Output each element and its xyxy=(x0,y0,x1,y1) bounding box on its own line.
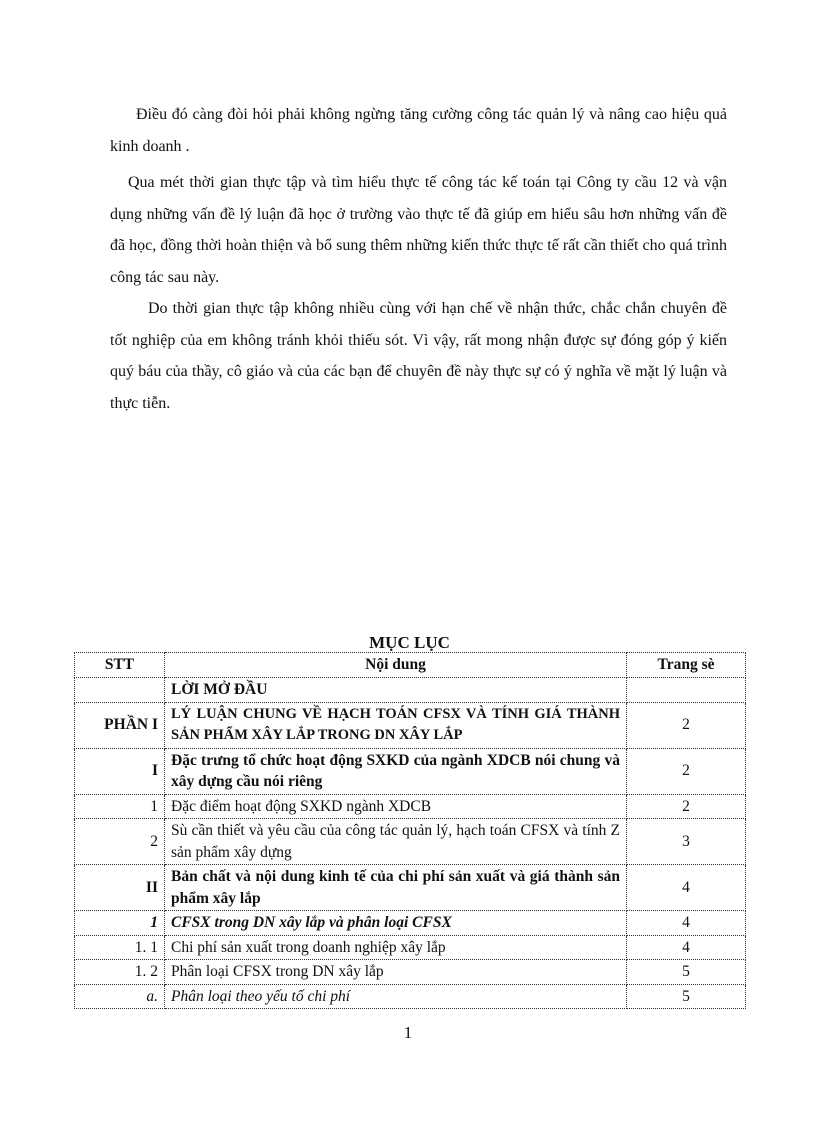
toc-row-stt: 1. 2 xyxy=(75,960,165,985)
toc-row-stt: I xyxy=(75,748,165,794)
toc-row-content: Phân loại CFSX trong DN xây lắp xyxy=(165,960,627,985)
toc-row-stt: PHẦN I xyxy=(75,702,165,748)
table-row xyxy=(75,960,746,985)
toc-row-page: 4 xyxy=(627,865,746,911)
toc-row-content: Bản chất và nội dung kinh tế của chi phí sản xuất và giá thành sản phẩm xây lắp xyxy=(165,865,627,911)
table-row xyxy=(75,819,746,865)
paragraph-2: Qua mét thời gian thực tập và tìm hiểu thực tế công tác kế toán tại Công ty cầu 12 và vận dụng những vấn đề lý luận đã học ở trường vào thực tế đã giúp em hiểu sâu hơn những vấn đề đã học, đồng thời hoàn thiện và bổ sung thêm những kiến thức thực tế rất cần thiết cho quá trình công tác sau này. xyxy=(110,174,727,286)
paragraph-1: Điều đó càng đòi hỏi phải không ngừng tăng cường công tác quản lý và nâng cao hiệu quả kinh doanh . xyxy=(110,106,727,155)
toc-row-page: 3 xyxy=(627,819,746,865)
toc-header-page: Trang sè xyxy=(627,653,746,678)
toc-row-content: Sù cần thiết và yêu cầu của công tác quản lý, hạch toán CFSX và tính Z sản phẩm xây dựng xyxy=(165,819,627,865)
table-row xyxy=(75,748,746,794)
toc-row-page: 2 xyxy=(627,702,746,748)
toc-header-content: Nội dung xyxy=(165,653,627,678)
paragraph-3: Do thời gian thực tập không nhiều cùng với hạn chế về nhận thức, chắc chắn chuyên đề tốt nghiệp của em không tránh khỏi thiếu sót. Vì vậy, rất mong nhận được sự đóng góp ý kiến quý báu của thầy, cô giáo và của các bạn để chuyên đề này thực sự có ý nghĩa về mặt lý luận và thực tiễn. xyxy=(110,300,727,412)
toc-row-page xyxy=(627,678,746,703)
page-number: 1 xyxy=(403,1023,413,1042)
toc-row-page: 5 xyxy=(627,984,746,1009)
table-row xyxy=(75,794,746,819)
table-row xyxy=(75,984,746,1009)
toc-row-stt: 2 xyxy=(75,819,165,865)
toc-row-content: CFSX trong DN xây lắp và phân loại CFSX xyxy=(165,911,627,936)
toc-row-page: 5 xyxy=(627,960,746,985)
toc-row-stt: 1. 1 xyxy=(75,935,165,960)
toc-row-page: 4 xyxy=(627,911,746,936)
toc-row-content: Chi phí sản xuất trong doanh nghiệp xây lắp xyxy=(165,935,627,960)
table-row xyxy=(75,702,746,748)
toc-row-stt xyxy=(75,678,165,703)
toc-header-stt: STT xyxy=(75,653,165,678)
toc-header-row xyxy=(75,653,746,678)
toc-table xyxy=(74,652,746,1009)
toc-row-page: 2 xyxy=(627,794,746,819)
table-row xyxy=(75,678,746,703)
toc-row-content: Đặc trưng tổ chức hoạt động SXKD của ngành XDCB nói chung và xây dựng cầu nói riêng xyxy=(165,748,627,794)
table-row xyxy=(75,935,746,960)
toc-row-page: 2 xyxy=(627,748,746,794)
toc-row-content: LỜI MỞ ĐẦU xyxy=(165,678,627,703)
table-row xyxy=(75,865,746,911)
toc-row-content: Đặc điểm hoạt động SXKD ngành XDCB xyxy=(165,794,627,819)
toc-title: MỤC LỤC xyxy=(369,633,450,652)
toc-row-content: LÝ LUẬN CHUNG VỀ HẠCH TOÁN CFSX VÀ TÍNH GIÁ THÀNH SẢN PHẨM XÂY LẮP TRONG DN XÂY LẮP xyxy=(165,702,627,748)
toc-row-stt: II xyxy=(75,865,165,911)
toc-row-stt: a. xyxy=(75,984,165,1009)
toc-row-stt: 1 xyxy=(75,911,165,936)
toc-row-stt: 1 xyxy=(75,794,165,819)
table-row xyxy=(75,911,746,936)
toc-row-page: 4 xyxy=(627,935,746,960)
toc-row-content: Phân loại theo yếu tố chi phí xyxy=(165,984,627,1009)
